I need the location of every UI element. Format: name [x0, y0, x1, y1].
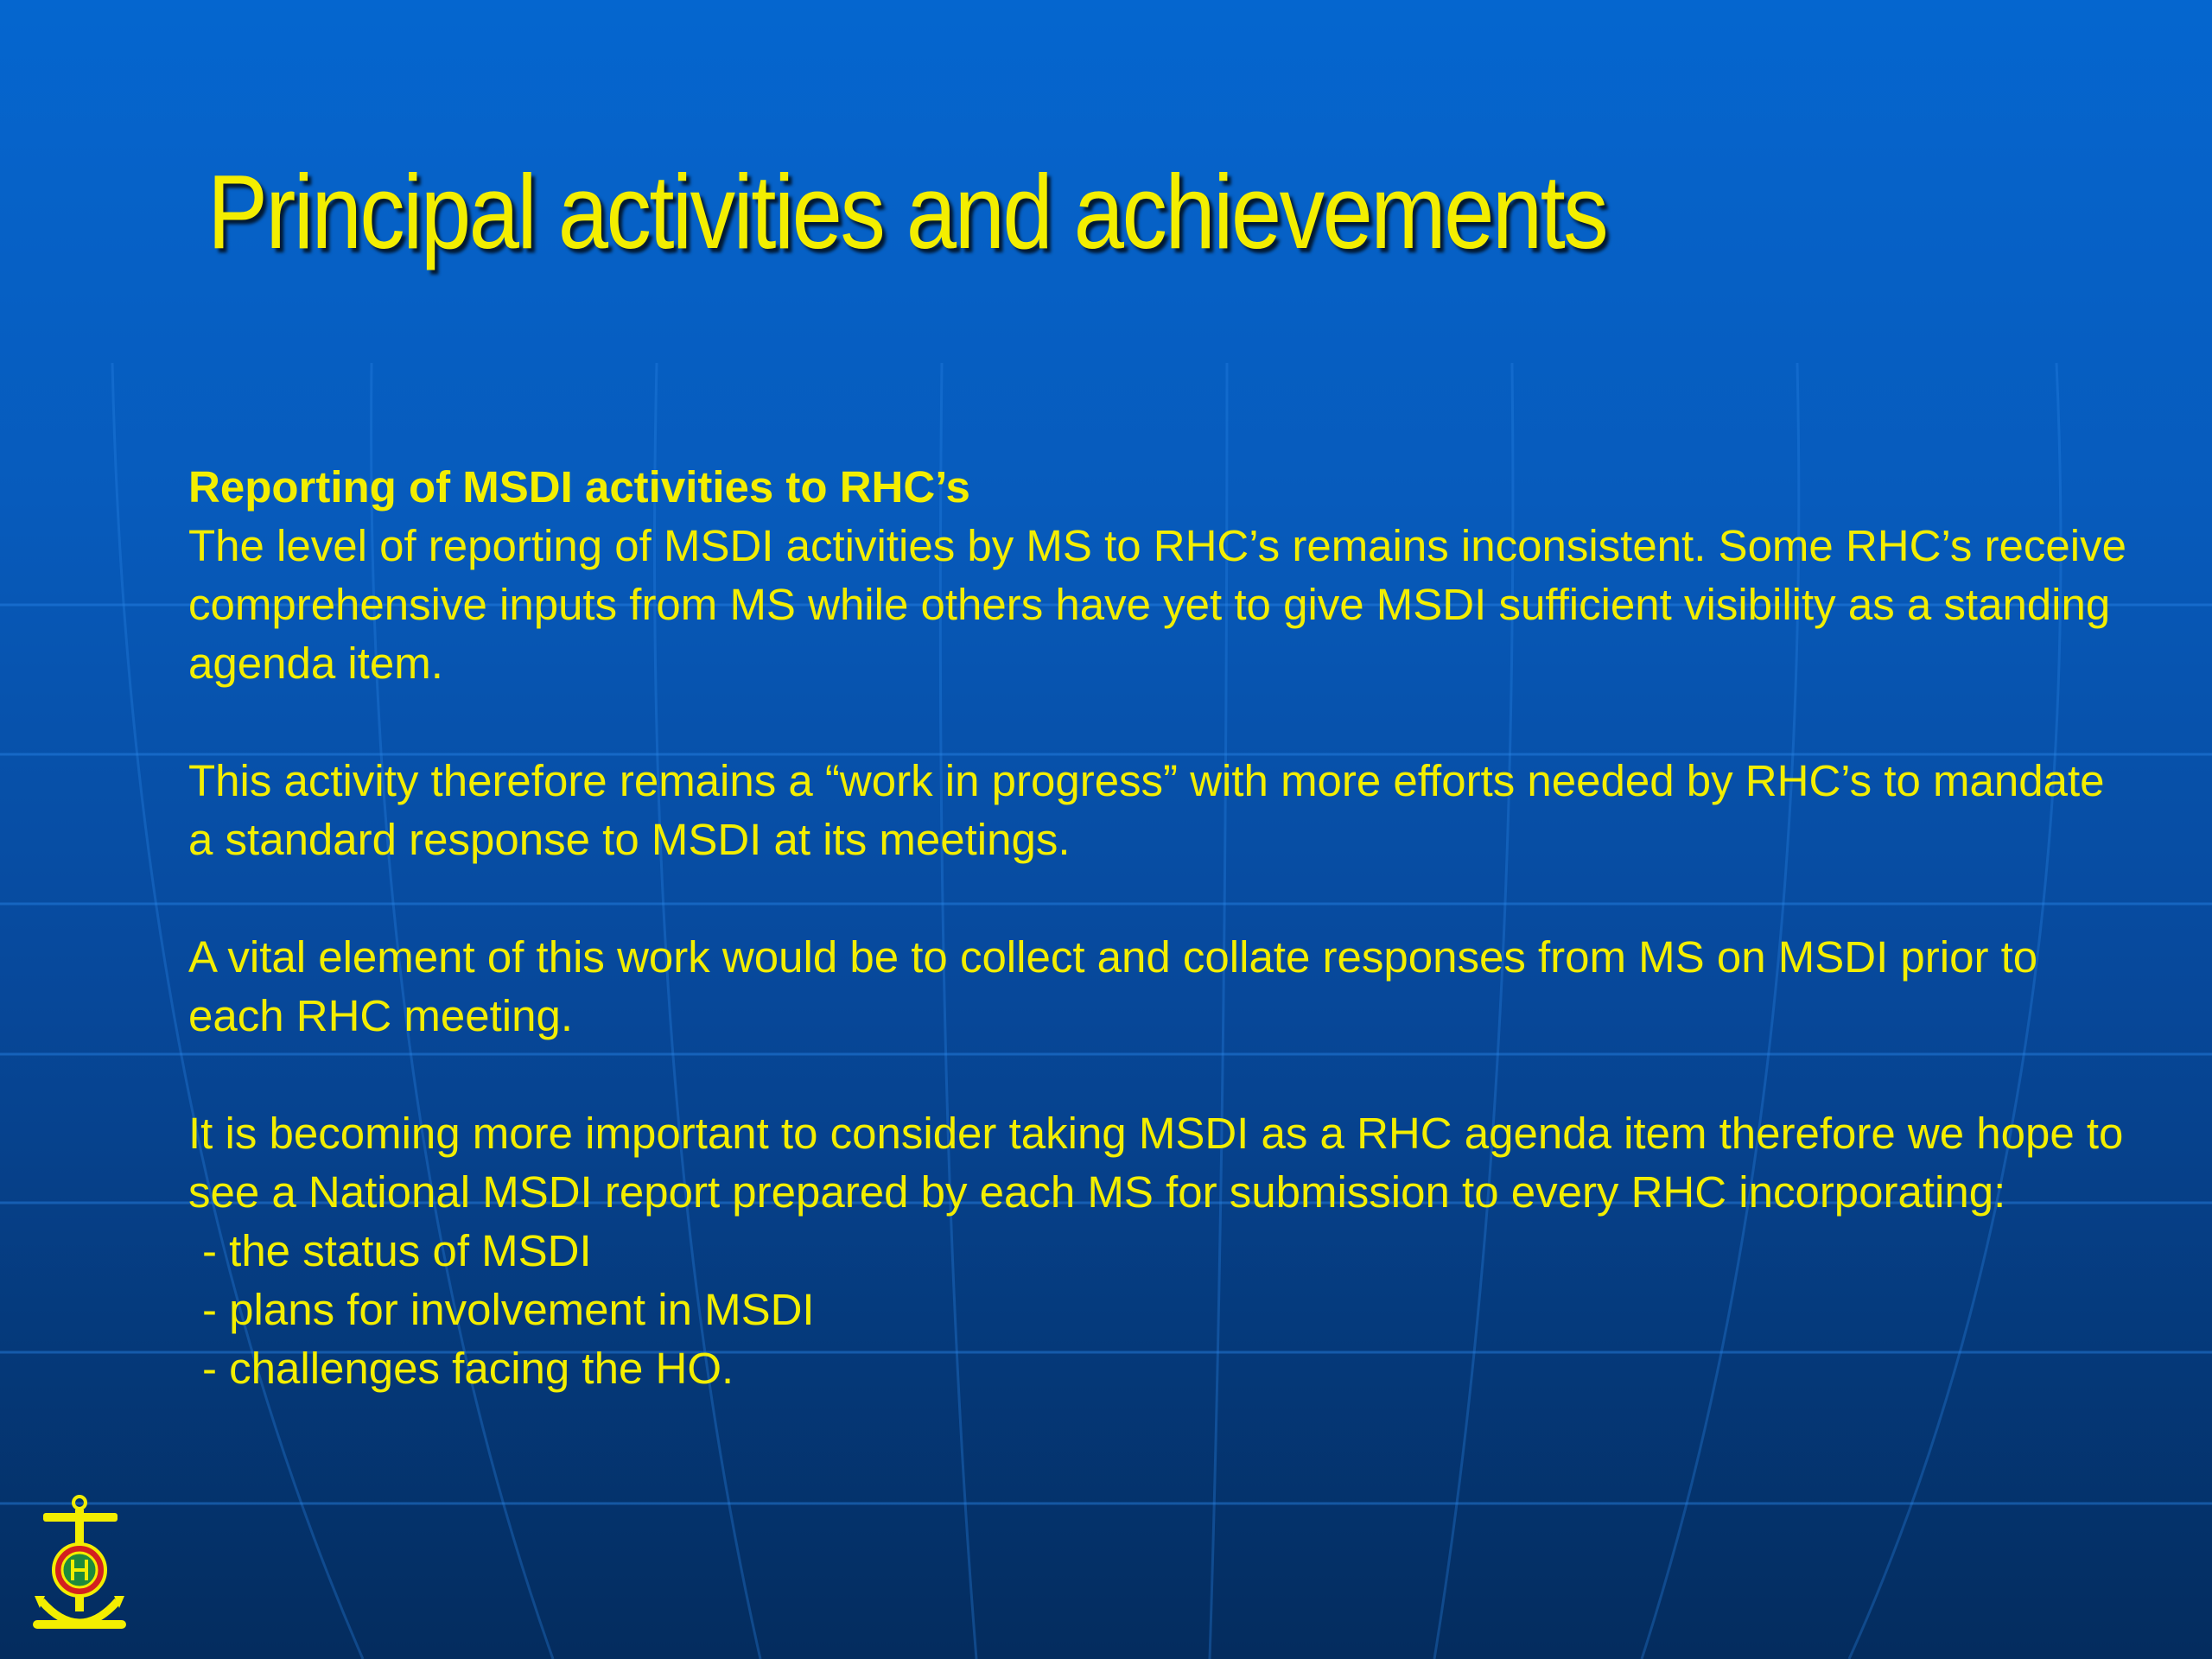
paragraph-1 [188, 458, 2141, 693]
paragraph-3: A vital element of this work would be to collect and collate responses from MS on MSDI prior to each RHC meeting. [188, 932, 2038, 1040]
bullet-item: - plans for involvement in MSDI [202, 1285, 815, 1334]
bullet-item: - the status of MSDI [202, 1226, 592, 1275]
paragraph-4: It is becoming more important to consider taking MSDI as a RHC agenda item therefore we hope to see a National MSDI report prepared by each MS for submission to every RHC incorporating: [188, 1109, 2124, 1217]
slide-body [188, 458, 2141, 1398]
bullet-item: - challenges facing the HO. [202, 1344, 734, 1393]
paragraph-4-block [188, 1104, 2141, 1398]
slide-title: Principal activities and achievements [207, 153, 1607, 270]
iho-anchor-emblem-icon [26, 1491, 138, 1637]
bullet-list [188, 1222, 2141, 1398]
paragraph-1-text: The level of reporting of MSDI activities by MS to RHC’s remains inconsistent. Some RHC’s receive comprehensive inputs from MS while others have yet to give MSDI sufficient visibility as a standing agenda item. [188, 521, 2126, 688]
section-heading: Reporting of MSDI activities to RHC’s [188, 462, 970, 512]
paragraph-2: This activity therefore remains a “work in progress” with more efforts needed by RHC’s to mandate a standard response to MSDI at its meetings. [188, 756, 2105, 864]
